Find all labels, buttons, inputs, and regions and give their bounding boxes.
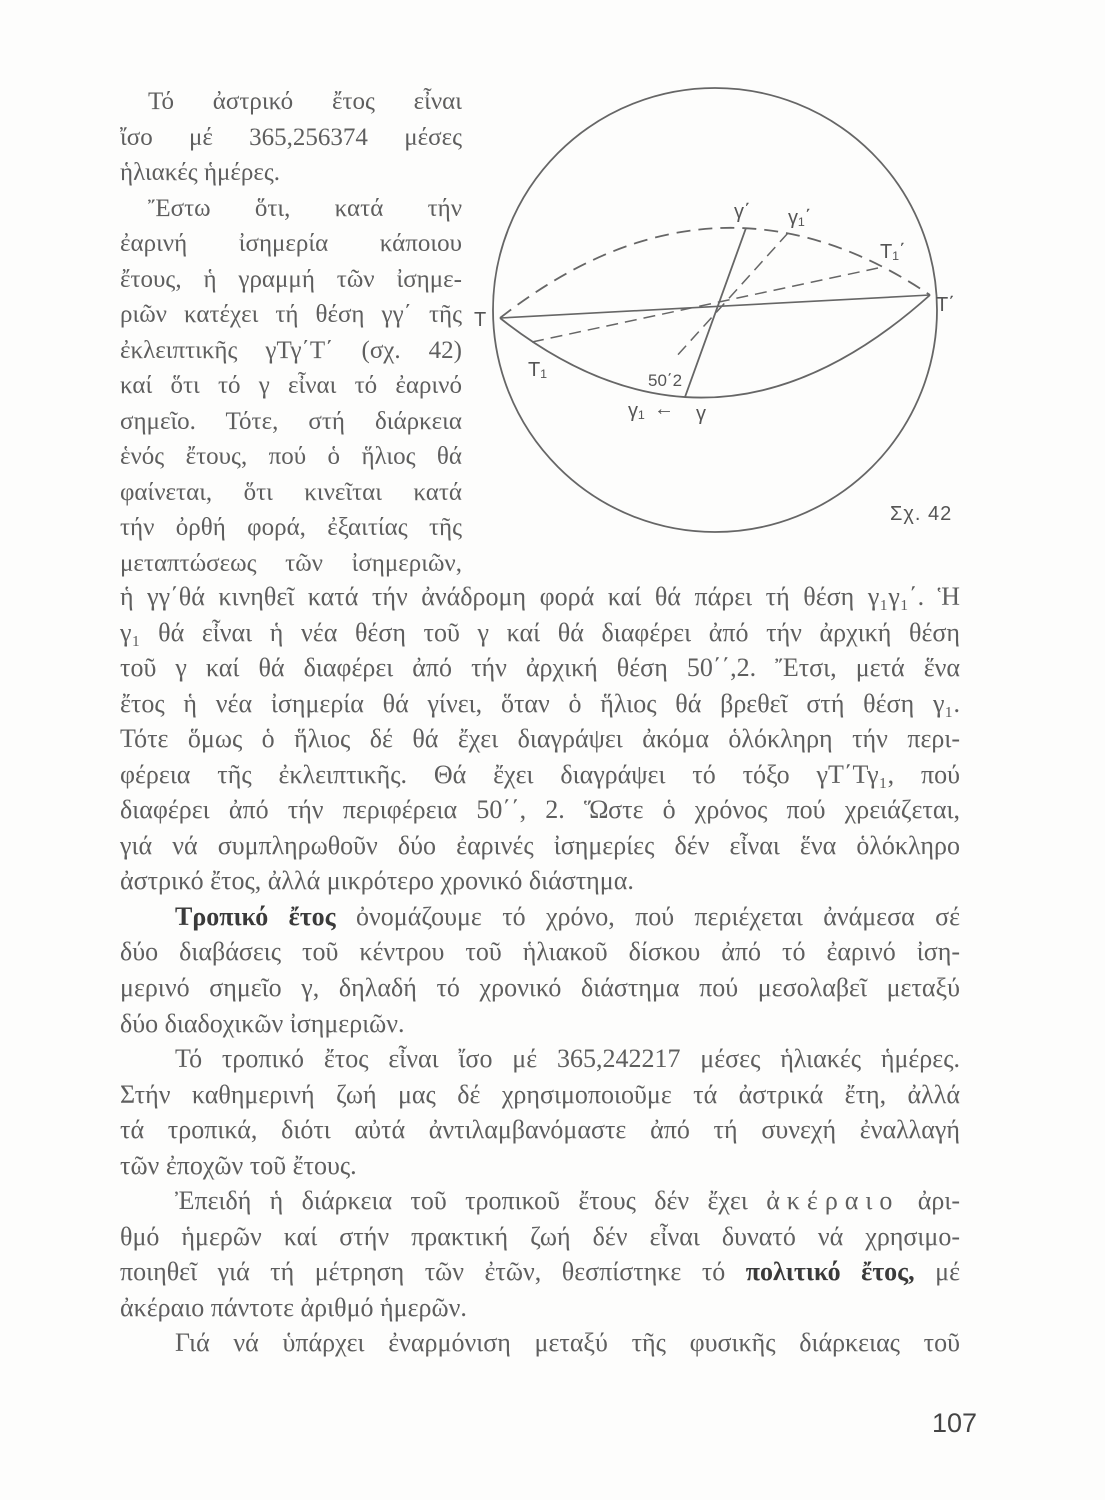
side-column	[120, 84, 462, 581]
figure-celestial-sphere	[470, 70, 970, 550]
label-t1: T₁	[528, 359, 547, 381]
text-line: γ₁ θά εἶναι ἡ νέα θέση τοῦ γ καί θά διαφέρει ἀπό τήν ἀρχική θέση	[120, 617, 960, 647]
label-gamma-prime: γ΄	[734, 201, 751, 223]
column-text-line: Ἔστω ὅτι, κατά τήν	[148, 194, 462, 222]
arrow-icon: ←	[654, 398, 674, 420]
label-t1-prime: T₁΄	[880, 241, 906, 263]
term-tropical-year: Τροπικό ἔτος	[175, 901, 336, 931]
figure-caption: Σχ. 42	[890, 503, 953, 525]
label-gamma1: γ₁	[628, 400, 645, 422]
text-line: ἀκέραιο πάντοτε ἀριθμό ἡμερῶν.	[120, 1292, 467, 1322]
label-angle: 50΄2	[648, 371, 683, 390]
text-line	[120, 1183, 960, 1219]
label-gamma1-prime: γ₁΄	[788, 207, 812, 229]
column-text-line: ἴσο μέ 365,256374 μέσες	[120, 123, 462, 151]
text-line: δύο διαβάσεις τοῦ κέντρου τοῦ ἡλιακοῦ δίσκου ἀπό τό ἐαρινό ἰση-	[120, 937, 960, 967]
text-segment: μέ	[914, 1257, 961, 1287]
text-line: Τότε ὅμως ὁ ἥλιος δέ θά ἔχει διαγράψει ἀκόμα ὁλόκληρη τήν περι-	[120, 724, 960, 754]
text-line: ἡ γγ΄θά κινηθεῖ κατά τήν ἀνάδρομη φορά καί θά πάρει τή θέση γ₁γ₁΄. Ἡ	[120, 582, 960, 611]
column-text-line: Τό ἀστρικό ἔτος εἶναι	[148, 88, 462, 115]
page-number: 107	[932, 1408, 978, 1438]
column-text-line: ριῶν κατέχει τή θέση γγ΄ τῆς	[120, 301, 462, 328]
celestial-sphere-circle	[493, 88, 937, 532]
text-line: Γιά νά ὑπάρχει ἐναρμόνιση μεταξύ τῆς φυσικῆς διάρκειας τοῦ	[175, 1328, 960, 1358]
column-text-line: φαίνεται, ὅτι κινεῖται κατά	[120, 478, 462, 506]
text-line: θμό ἡμερῶν καί στήν πρακτική ζωή δέν εἶναι δυνατό νά χρησιμο-	[120, 1221, 960, 1251]
line-t1-t1-prime-dashed	[532, 268, 878, 342]
spaced-word: ἀκέραιο	[766, 1186, 900, 1216]
column-text-line: καί ὅτι τό γ εἶναι τό ἐαρινό	[120, 372, 462, 399]
body-text	[120, 579, 960, 1361]
label-t: T	[474, 309, 487, 331]
label-gamma: γ	[696, 403, 706, 425]
text-line: τῶν ἐποχῶν τοῦ ἔτους.	[120, 1150, 357, 1180]
column-text-line: ἐκλειπτικῆς γΤγ΄Τ΄ (σχ. 42)	[120, 336, 462, 364]
column-text-line: σημεῖο. Τότε, στή διάρκεια	[120, 407, 462, 435]
column-text-line: μεταπτώσεως τῶν ἰσημεριῶν,	[120, 549, 462, 577]
text-line: γιά νά συμπληρωθοῦν δύο ἐαρινές ἰσημερίες δέν εἶναι ἕνα ὁλόκληρο	[120, 830, 960, 860]
column-text-line: ἐαρινή ἰσημερία κάποιου	[120, 230, 462, 257]
text-segment: ὀνομάζουμε τό χρόνο, πού περιέχεται ἀνάμεσα σέ	[335, 901, 961, 931]
text-line: φέρεια τῆς ἐκλειπτικῆς. Θά ἔχει διαγράψει τό τόξο γΤ΄Τγ₁, πού	[120, 759, 960, 789]
label-t-prime: T΄	[936, 294, 955, 316]
text-line: Τό τροπικό ἔτος εἶναι ἴσο μέ 365,242217 μέσες ἡλιακές ἡμέρες.	[175, 1044, 960, 1074]
text-line	[120, 899, 960, 935]
equinox-line-gamma-gamma-prime	[685, 228, 746, 397]
ecliptic-near-half	[500, 295, 930, 398]
term-civil-year: πολιτικό ἔτος,	[745, 1257, 915, 1287]
column-text-line: τήν ὀρθή φορά, ἐξαιτίας τῆς	[120, 514, 462, 541]
text-segment: Ἐπειδή ἡ διάρκεια τοῦ τροπικοῦ ἔτους δέν ἔχει	[175, 1186, 767, 1216]
text-line: διαφέρει ἀπό τήν περιφέρεια 50΄΄, 2. Ὥστε ὁ χρόνος πού χρειάζεται,	[120, 795, 960, 825]
ecliptic-far-half-dashed	[500, 228, 930, 318]
column-text-line: ἡλιακές ἡμέρες.	[120, 159, 281, 186]
text-line: ἔτος ἡ νέα ἰσημερία θά γίνει, ὅταν ὁ ἥλιος θά βρεθεῖ στή θέση γ₁.	[120, 688, 960, 718]
text-line	[120, 1254, 960, 1290]
text-line: δύο διαδοχικῶν ἰσημεριῶν.	[120, 1008, 405, 1038]
text-line: μερινό σημεῖο γ, δηλαδή τό χρονικό διάστημα πού μεσολαβεῖ μεταξύ	[120, 973, 960, 1003]
equinox-line-gamma1-dashed	[675, 233, 788, 358]
text-segment: ἀρι-	[899, 1186, 961, 1216]
text-line: τά τροπικά, διότι αὐτά ἀντιλαμβανόμαστε ἀπό τή συνεχή ἐναλλαγή	[120, 1115, 960, 1145]
column-text-line: ἑνός ἔτους, πού ὁ ἥλιος θά	[120, 443, 462, 470]
text-line: ἀστρικό ἔτος, ἀλλά μικρότερο χρονικό διάστημα.	[120, 866, 634, 896]
text-line: τοῦ γ καί θά διαφέρει ἀπό τήν ἀρχική θέση 50΄΄,2. Ἔτσι, μετά ἕνα	[120, 653, 960, 683]
column-text-line: ἔτους, ἡ γραμμή τῶν ἰσημε-	[120, 265, 462, 293]
text-line: Στήν καθημερινή ζωή μας δέ χρησιμοποιοῦμε τά ἀστρικά ἔτη, ἀλλά	[120, 1079, 960, 1109]
text-segment: ποιηθεῖ γιά τή μέτρηση τῶν ἐτῶν, θεσπίστηκε τό	[120, 1257, 746, 1287]
